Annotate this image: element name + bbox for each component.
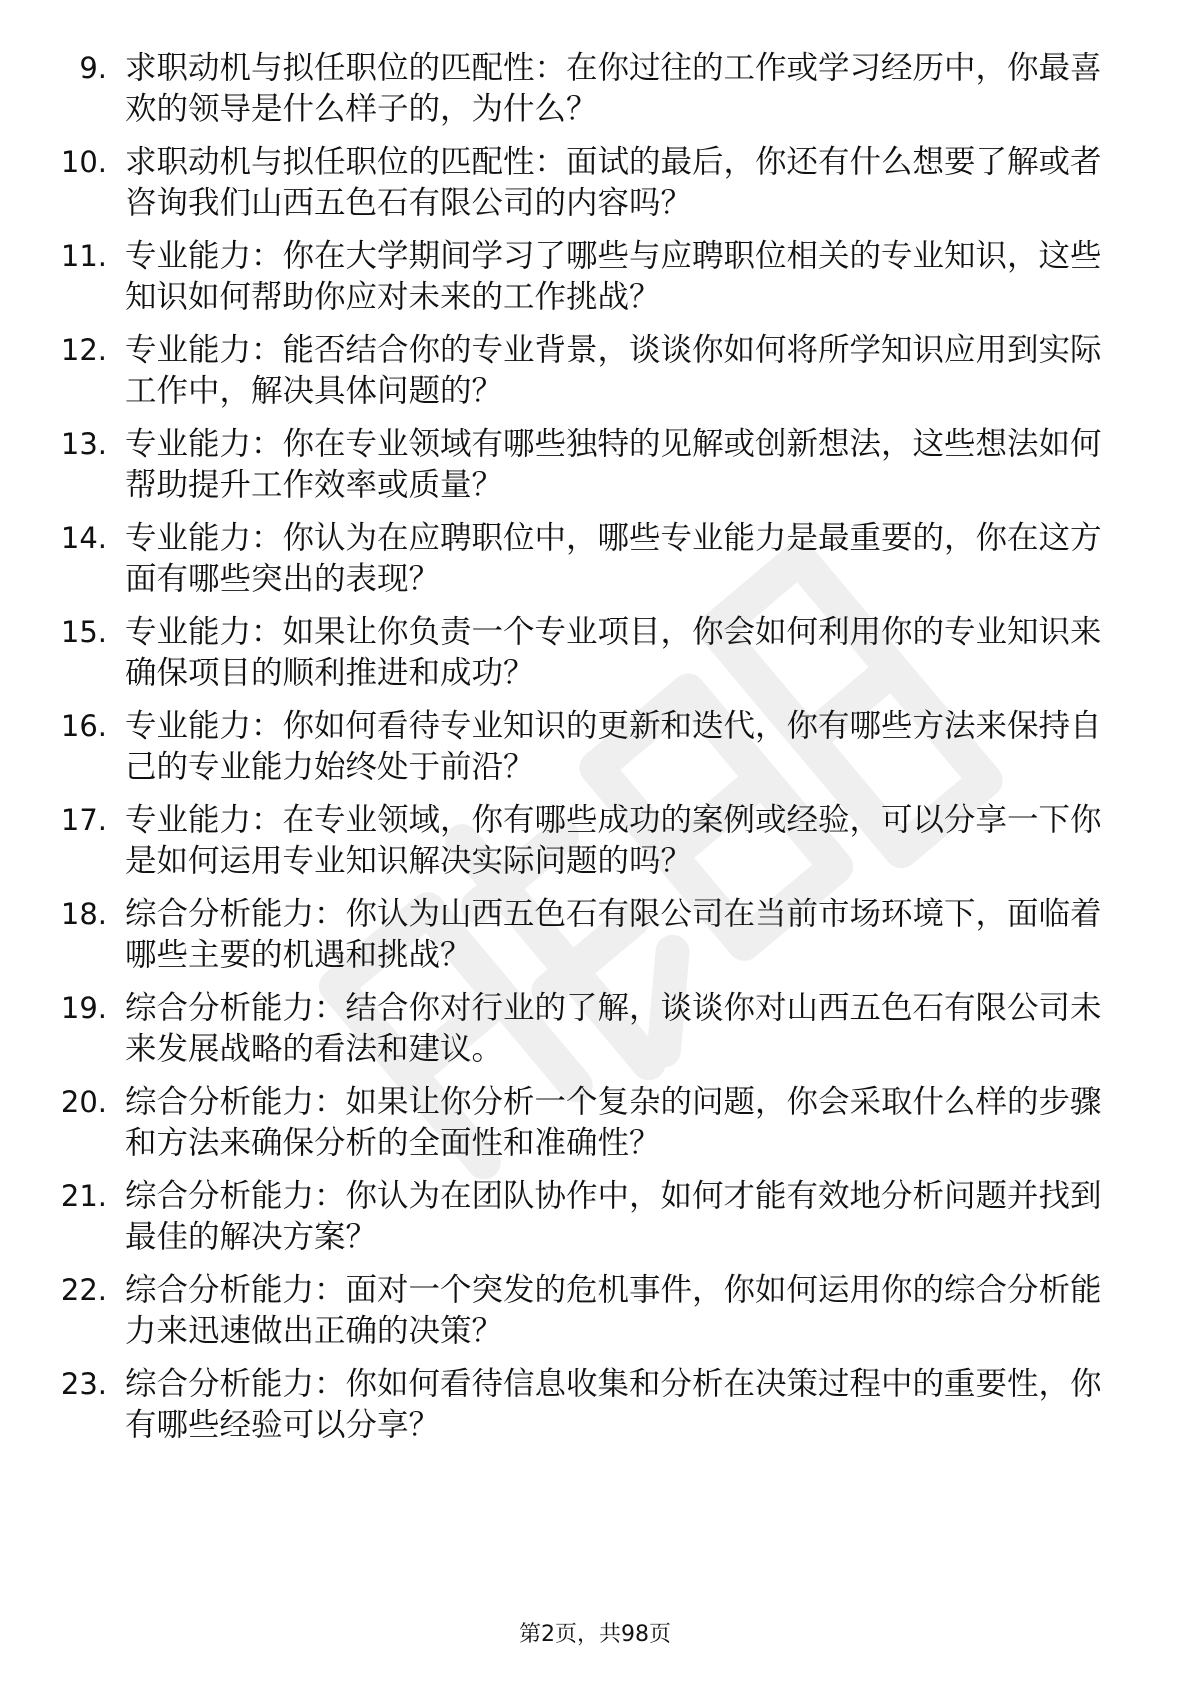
question-item <box>0 424 1190 518</box>
question-number: 14. <box>60 521 107 555</box>
question-item <box>0 988 1190 1082</box>
question-item <box>0 1270 1190 1364</box>
question-number: 19. <box>60 991 107 1025</box>
question-item <box>0 706 1190 800</box>
question-item <box>0 1364 1190 1458</box>
question-number: 12. <box>60 333 107 367</box>
question-item <box>0 612 1190 706</box>
question-number: 10. <box>60 145 107 179</box>
question-item <box>0 1176 1190 1270</box>
question-text: 求职动机与拟任职位的匹配性：在你过往的工作或学习经历中，你最喜欢的领导是什么样子的，为什么？ <box>125 50 1102 127</box>
question-text: 综合分析能力：结合你对行业的了解，谈谈你对山西五色石有限公司未来发展战略的看法和建议。 <box>125 990 1102 1067</box>
question-number: 21. <box>60 1179 107 1213</box>
question-item <box>0 1082 1190 1176</box>
question-number: 11. <box>60 239 107 273</box>
question-text: 专业能力：你在专业领域有哪些独特的见解或创新想法，这些想法如何帮助提升工作效率或质量？ <box>125 426 1102 503</box>
question-text: 专业能力：能否结合你的专业背景，谈谈你如何将所学知识应用到实际工作中，解决具体问题的？ <box>125 332 1102 409</box>
page-footer: 第2页，共98页 <box>519 1622 671 1647</box>
question-number: 23. <box>60 1367 107 1401</box>
question-number: 15. <box>60 615 107 649</box>
question-number: 20. <box>60 1085 107 1119</box>
question-number: 18. <box>60 897 107 931</box>
question-item <box>0 142 1190 236</box>
question-text: 综合分析能力：你认为山西五色石有限公司在当前市场环境下，面临着哪些主要的机遇和挑战？ <box>125 896 1102 973</box>
question-text: 综合分析能力：如果让你分析一个复杂的问题，你会采取什么样的步骤和方法来确保分析的全面性和准确性？ <box>125 1084 1102 1161</box>
question-text: 专业能力：在专业领域，你有哪些成功的案例或经验，可以分享一下你是如何运用专业知识解决实际问题的吗？ <box>125 802 1102 879</box>
question-number: 17. <box>60 803 107 837</box>
question-item <box>0 518 1190 612</box>
question-item <box>0 894 1190 988</box>
question-text: 综合分析能力：你如何看待信息收集和分析在决策过程中的重要性，你有哪些经验可以分享？ <box>125 1366 1102 1443</box>
question-item <box>0 800 1190 894</box>
question-number: 13. <box>60 427 107 461</box>
question-item <box>0 330 1190 424</box>
question-text: 专业能力：你如何看待专业知识的更新和迭代，你有哪些方法来保持自己的专业能力始终处于前沿？ <box>125 708 1102 785</box>
question-number: 9. <box>79 51 107 85</box>
question-text: 专业能力：如果让你负责一个专业项目，你会如何利用你的专业知识来确保项目的顺利推进和成功？ <box>125 614 1102 691</box>
question-text: 综合分析能力：面对一个突发的危机事件，你如何运用你的综合分析能力来迅速做出正确的决策？ <box>125 1272 1102 1349</box>
question-text: 专业能力：你认为在应聘职位中，哪些专业能力是最重要的，你在这方面有哪些突出的表现？ <box>125 520 1102 597</box>
question-text: 综合分析能力：你认为在团队协作中，如何才能有效地分析问题并找到最佳的解决方案？ <box>125 1178 1102 1255</box>
question-list <box>0 48 1190 1458</box>
question-number: 22. <box>60 1273 107 1307</box>
question-text: 专业能力：你在大学期间学习了哪些与应聘职位相关的专业知识，这些知识如何帮助你应对未来的工作挑战？ <box>125 238 1102 315</box>
question-text: 求职动机与拟任职位的匹配性：面试的最后，你还有什么想要了解或者咨询我们山西五色石有限公司的内容吗？ <box>125 144 1102 221</box>
question-item <box>0 48 1190 142</box>
question-item <box>0 236 1190 330</box>
question-number: 16. <box>60 709 107 743</box>
